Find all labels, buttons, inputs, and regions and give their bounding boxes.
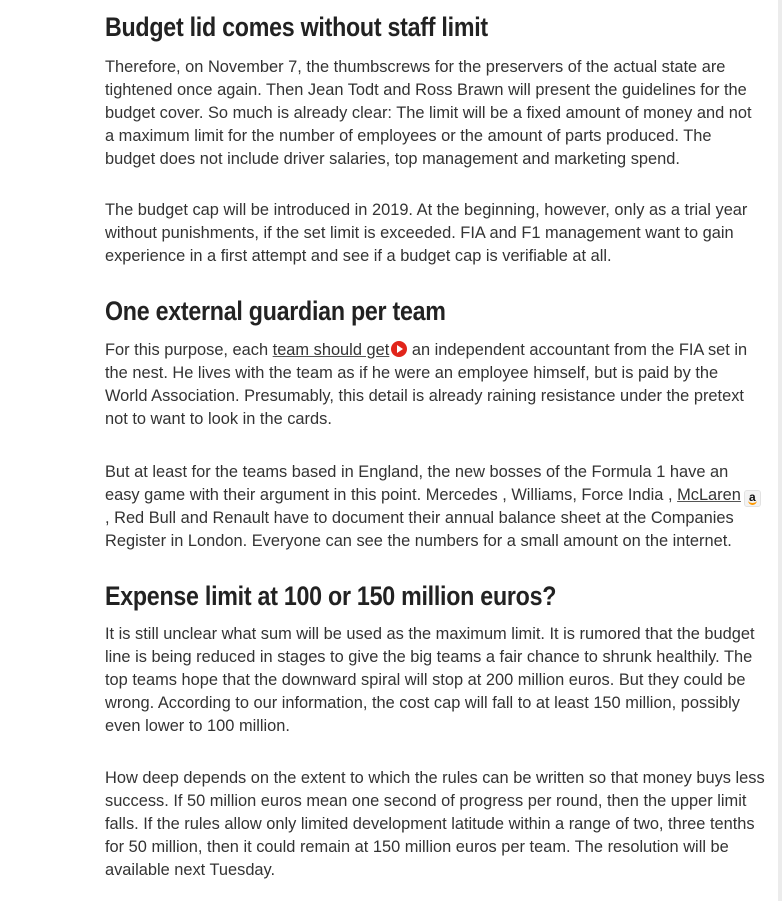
section-heading-external-guardian: One external guardian per team: [105, 296, 446, 326]
section-heading-budget-lid: Budget lid comes without staff limit: [105, 12, 488, 42]
paragraph-england-text-start: But at least for the teams based in England, the new bosses of the Formula 1 have an easy game with their argument in this point. Mercedes , Williams, Force India ,: [105, 463, 729, 504]
section-heading-expense-limit: Expense limit at 100 or 150 million euros?: [105, 581, 557, 611]
page-scrollbar[interactable]: [778, 0, 782, 901]
amazon-shop-icon[interactable]: a: [744, 490, 761, 507]
paragraph-accountant-text-start: For this purpose, each: [105, 341, 273, 359]
paragraph-how-deep: How deep depends on the extent to which the rules can be written so that money buys less success. If 50 million euros mean one second of progress per round, then the upper limit falls. If the rules allow only limited development latitude within a range of two, three tenths for 50 million, then it could remain at 150 million euros per team. The resolution will be available next Tuesday.: [105, 769, 765, 879]
team-should-get-link[interactable]: team should get: [272, 341, 390, 359]
paragraph-november-7: Therefore, on November 7, the thumbscrews for the preservers of the actual state are tightened once again. Then Jean Todt and Ross Brawn will present the guidelines for the budget cover. So much is already clear: The limit will be a fixed amount of money and not a maximum limit for the number of employees or the amount of parts produced. The budget does not include driver salaries, top management and marketing spend.: [105, 58, 752, 168]
paragraph-accountant-text-end: an independent accountant from the FIA set in the nest. He lives with the team as if he were an employee himself, but is paid by the World Association. Presumably, this detail is already raining resistance under the pretext not to want to look in the cards.: [105, 341, 748, 428]
paragraph-budget-cap-2019: The budget cap will be introduced in 2019. At the beginning, however, only as a trial year without punishments, if the set limit is exceeded. FIA and F1 management want to gain experience in a first attempt and see if a budget cap is verifiable at all.: [105, 201, 748, 265]
paragraph-england-text-end: , Red Bull and Renault have to document their annual balance sheet at the Companies Register in London. Everyone can see the numbers for a small amount on the internet.: [105, 509, 734, 550]
mclaren-link[interactable]: McLaren: [677, 486, 741, 504]
paragraph-accountant: [105, 339, 765, 431]
paragraph-england-teams: [105, 461, 765, 553]
paragraph-maximum-limit: It is still unclear what sum will be used as the maximum limit. It is rumored that the budget line is being reduced in stages to give the big teams a fair chance to shrunk healthily. The top teams hope that the downward spiral will stop at 200 million euros. But they could be wrong. According to our information, the cost cap will fall to at least 150 million, possibly even lower to 100 million.: [105, 625, 755, 735]
play-video-icon[interactable]: [391, 341, 407, 357]
